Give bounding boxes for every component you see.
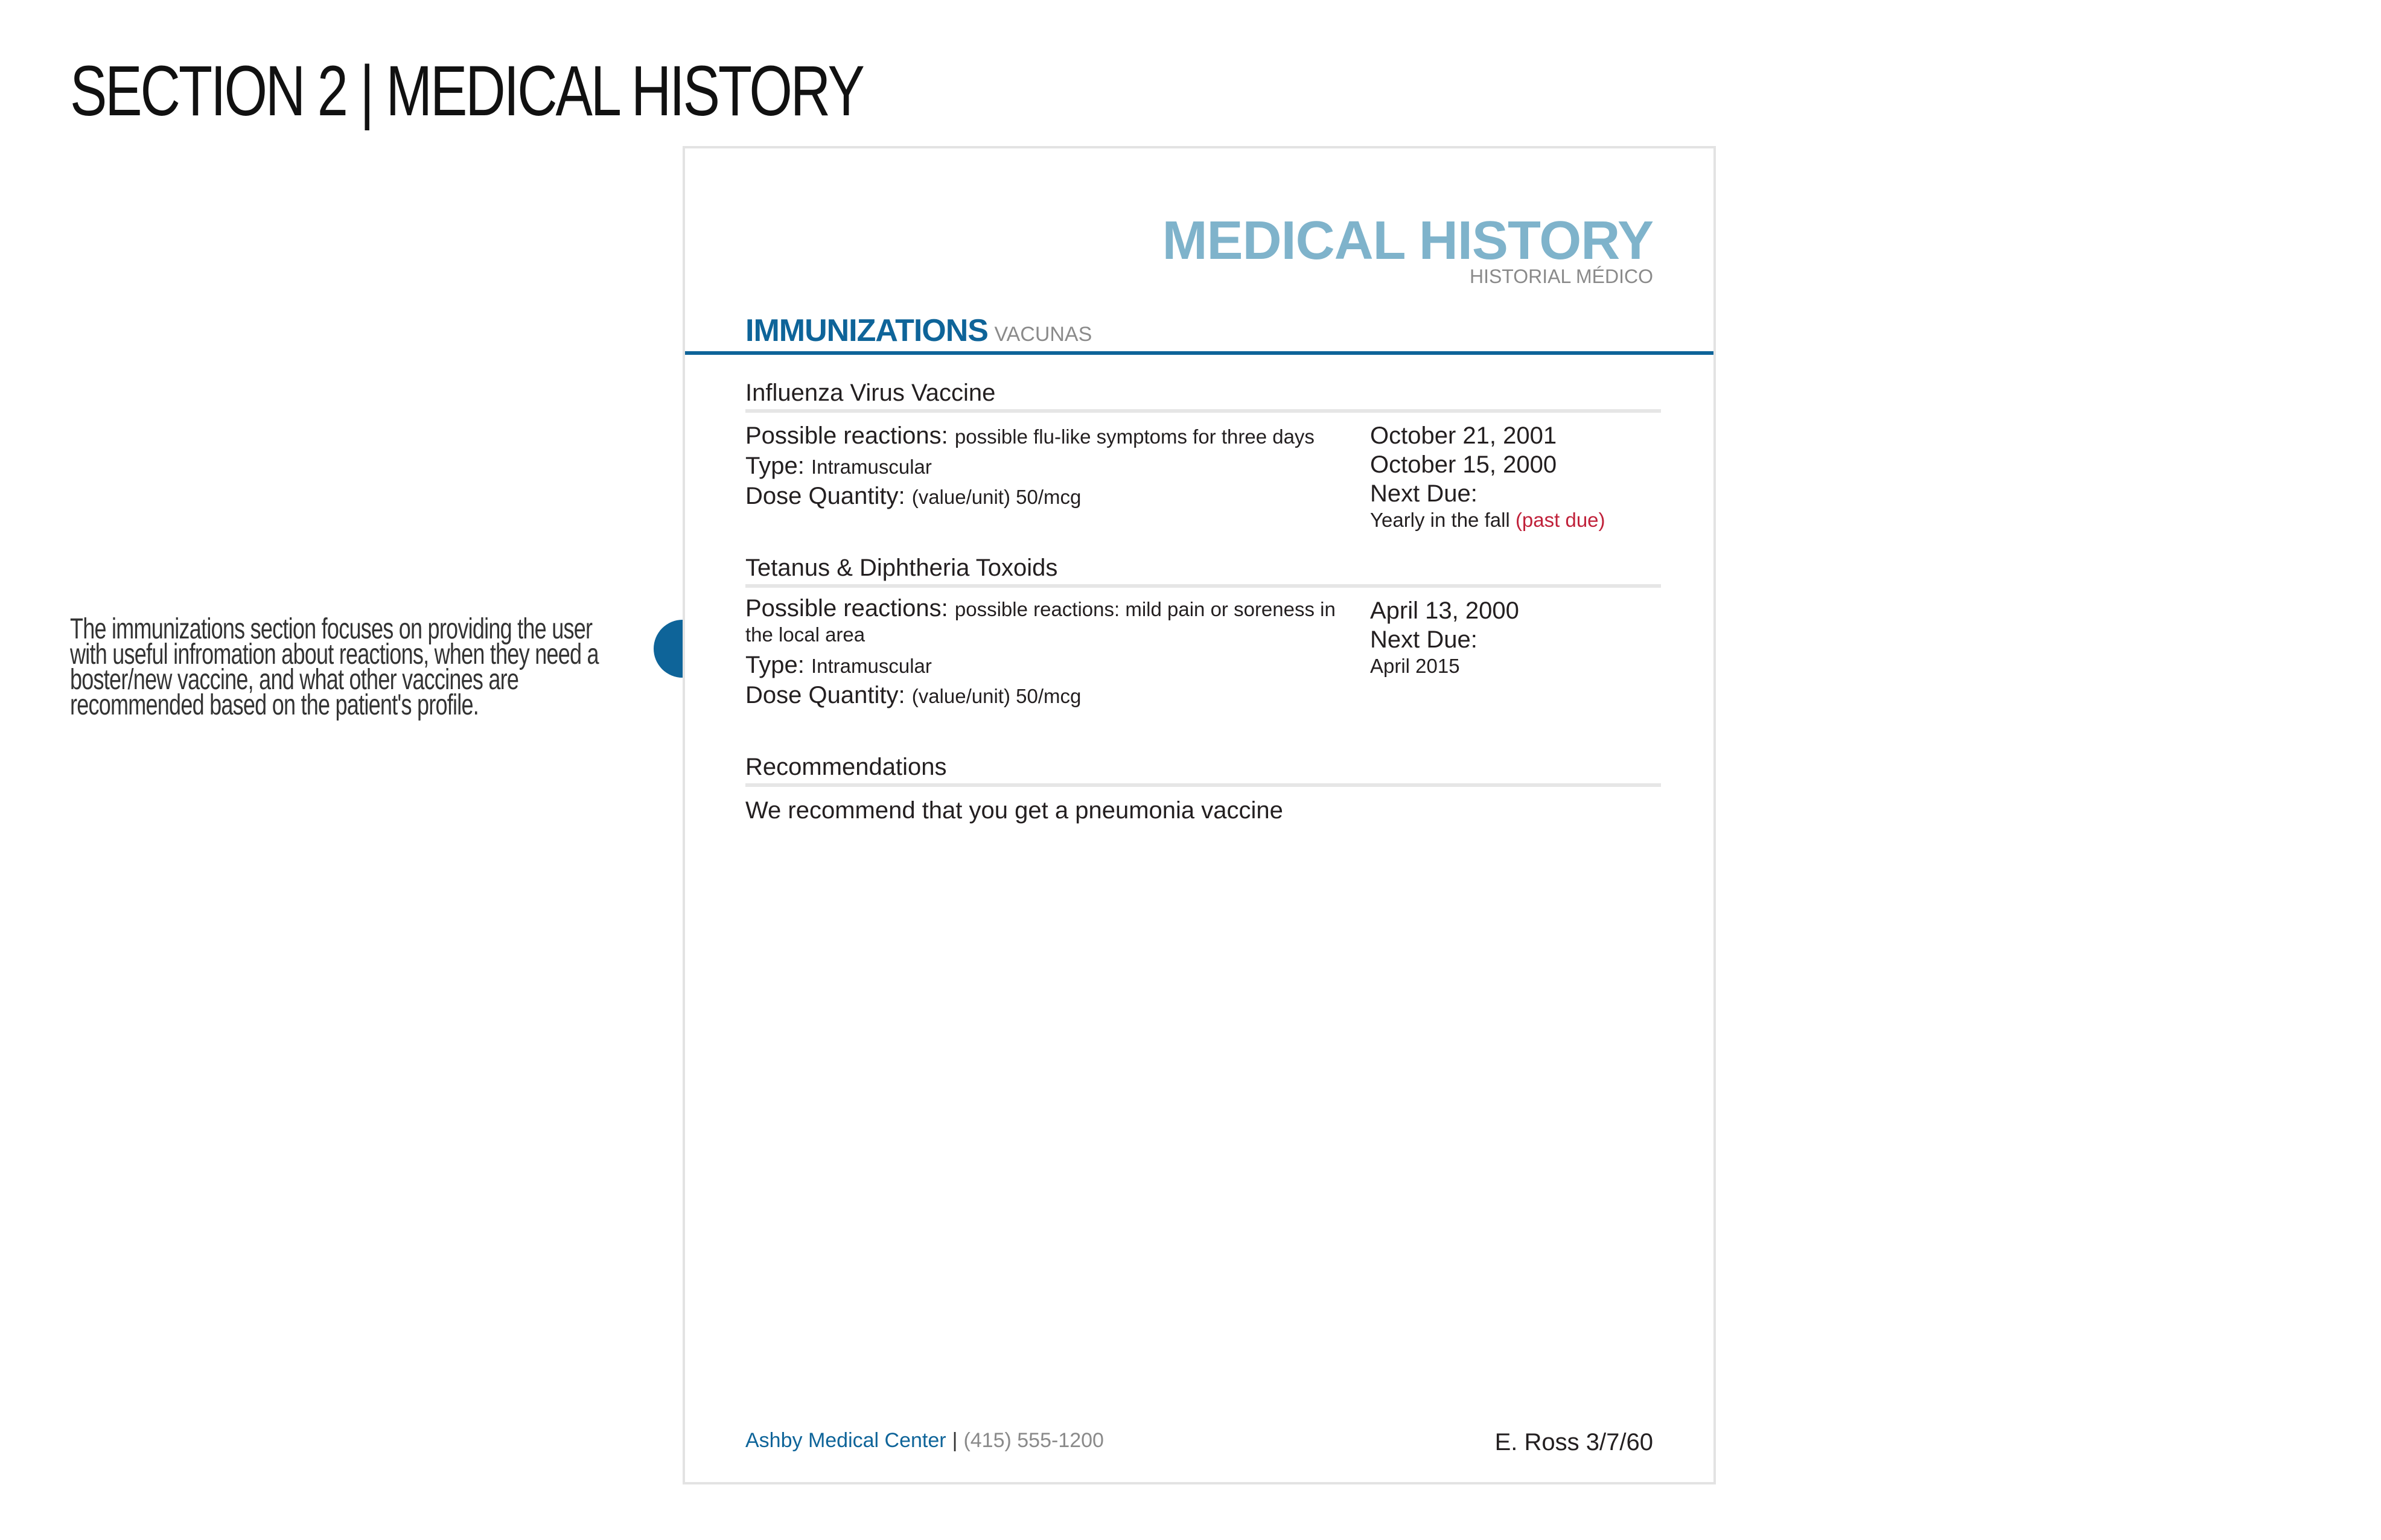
immunizations-heading xyxy=(745,313,1092,349)
past-due-badge: (past due) xyxy=(1515,509,1605,531)
immunization-entry-influenza xyxy=(745,377,1661,531)
vaccine-dates xyxy=(1370,596,1660,678)
vaccine-details xyxy=(745,421,1349,512)
dose-row xyxy=(745,681,1349,711)
section-divider xyxy=(685,351,1713,355)
immunization-entry-tetanus xyxy=(745,552,1661,711)
entry-divider xyxy=(745,584,1661,588)
document-footer xyxy=(745,1429,1653,1465)
type-row xyxy=(745,651,1349,681)
reactions-label: Possible reactions: xyxy=(745,595,948,622)
reactions-row xyxy=(745,596,1349,647)
reactions-value: possible flu-like symptoms for three days xyxy=(954,425,1315,448)
vaccine-details xyxy=(745,596,1349,711)
vaccine-dates xyxy=(1370,421,1660,532)
next-due-value xyxy=(1370,508,1660,532)
annotation-text: The immunizations section focuses on providing the user with useful infromation about reactions, when they need a boster/new vaccine, and what other vaccines are recommended based on the patient's profile. xyxy=(70,613,599,721)
dose-value: (value/unit) 50/mcg xyxy=(911,685,1082,707)
date-given: October 21, 2001 xyxy=(1370,422,1557,449)
next-due-label: Next Due: xyxy=(1370,626,1477,653)
type-label: Type: xyxy=(745,453,805,479)
recommendations-title: Recommendations xyxy=(745,754,947,780)
recommendations-block xyxy=(745,751,1661,826)
reactions-label: Possible reactions: xyxy=(745,422,948,449)
vaccine-name: Influenza Virus Vaccine xyxy=(745,380,996,406)
type-row xyxy=(745,451,1349,482)
date-given: April 13, 2000 xyxy=(1370,597,1519,624)
dose-row xyxy=(745,482,1349,512)
immunizations-title: IMMUNIZATIONS xyxy=(745,313,988,348)
type-value: Intramuscular xyxy=(811,456,932,478)
organization-name: Ashby Medical Center xyxy=(745,1429,946,1452)
document-title: MEDICAL HISTORY xyxy=(1162,211,1653,271)
entry-divider xyxy=(745,783,1661,787)
type-value: Intramuscular xyxy=(811,655,932,677)
document-page xyxy=(683,146,1716,1484)
organization-phone: (415) 555-1200 xyxy=(963,1429,1104,1452)
reactions-value: possible reactions: mild pain or soreness in the local area xyxy=(745,598,1336,646)
entry-divider xyxy=(745,409,1661,413)
footer-separator: | xyxy=(952,1429,958,1452)
dose-label: Dose Quantity: xyxy=(745,483,905,509)
reactions-row xyxy=(745,421,1349,451)
immunizations-subtitle: VACUNAS xyxy=(994,323,1092,346)
type-label: Type: xyxy=(745,652,805,678)
patient-identifier: E. Ross 3/7/60 xyxy=(1494,1429,1653,1456)
next-due-label: Next Due: xyxy=(1370,480,1477,507)
document-subtitle: HISTORIAL MÉDICO xyxy=(1469,266,1653,287)
dose-value: (value/unit) 50/mcg xyxy=(911,486,1082,508)
vaccine-name: Tetanus & Diphtheria Toxoids xyxy=(745,555,1058,581)
recommendation-text: We recommend that you get a pneumonia vaccine xyxy=(745,797,1283,824)
next-due-value: April 2015 xyxy=(1370,655,1460,677)
document-header xyxy=(1162,211,1653,288)
next-due-text: Yearly in the fall xyxy=(1370,509,1510,531)
dose-label: Dose Quantity: xyxy=(745,682,905,708)
page-title: SECTION 2 | MEDICAL HISTORY xyxy=(70,51,863,131)
date-given: October 15, 2000 xyxy=(1370,451,1557,478)
